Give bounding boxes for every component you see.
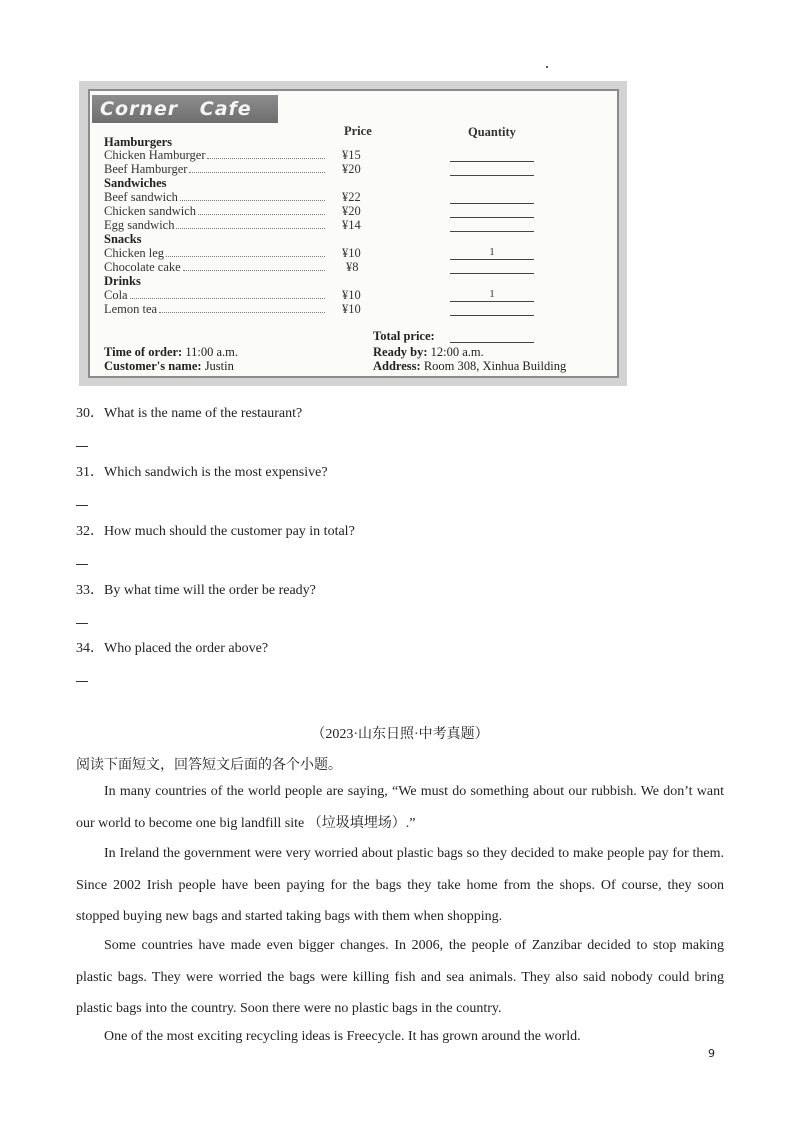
section-snacks: Snacks — [104, 232, 142, 246]
time-of-order: Time of order: 11:00 a.m. — [104, 345, 238, 359]
answer-blank[interactable] — [76, 564, 88, 565]
question-34: 34．Who placed the order above? — [76, 641, 269, 656]
item-price: ¥10 — [342, 288, 361, 302]
menu-item: Chicken sandwich — [104, 204, 328, 219]
paragraph: One of the most exciting recycling ideas is Freecycle. It has grown around the world. — [104, 1029, 581, 1044]
quantity-line — [450, 148, 534, 162]
question-33: 33．By what time will the order be ready? — [76, 583, 316, 598]
menu-item: Lemon tea — [104, 302, 328, 317]
quantity-line: 1 — [450, 246, 534, 260]
quantity-line — [450, 190, 534, 204]
quantity-line — [450, 204, 534, 218]
section-drinks: Drinks — [104, 274, 141, 288]
menu-item: Beef sandwich — [104, 190, 328, 205]
answer-blank[interactable] — [76, 623, 88, 624]
question-30: 30．What is the name of the restaurant? — [76, 406, 303, 421]
paragraph: In many countries of the world people are saying, “We must do something about our rubbish. We don’t want our world to become one big landfill site （垃圾填埋场）.” — [76, 784, 724, 831]
total-price-line — [450, 329, 534, 343]
quantity-line — [450, 260, 534, 274]
item-price: ¥10 — [342, 246, 361, 260]
paragraph: In Ireland the government were very worried about plastic bags so they decided to make people pay for them. Since 2002 Irish people have been paying for the bags they take home from the shops. Of course, they soon stopped buying new bags and started taking bags with them when shopping. — [76, 846, 724, 924]
quantity-header: Quantity — [468, 125, 516, 139]
address: Address: Room 308, Xinhua Building — [373, 359, 567, 373]
menu-image — [79, 81, 627, 386]
section-sandwiches: Sandwiches — [104, 176, 167, 190]
menu-item: Chicken Hamburger — [104, 148, 328, 163]
paragraph: Some countries have made even bigger changes. In 2006, the people of Zanzibar decided to stop making plastic bags. They were worried the bags were killing fish and sea animals. They also said nobody could bring plastic bags into the country. Soon there were no plastic bags in the country. — [76, 938, 724, 1016]
item-price: ¥22 — [342, 190, 361, 204]
answer-blank[interactable] — [76, 681, 88, 682]
answer-blank[interactable] — [76, 505, 88, 506]
ready-by: Ready by: 12:00 a.m. — [373, 345, 484, 359]
item-price: ¥20 — [342, 204, 361, 218]
item-price: ¥20 — [342, 162, 361, 176]
question-32: 32．How much should the customer pay in total? — [76, 524, 355, 539]
menu-item: Egg sandwich — [104, 218, 328, 233]
page-number: 9 — [708, 1047, 715, 1060]
section-hamburgers: Hamburgers — [104, 135, 173, 149]
item-price: ¥10 — [342, 302, 361, 316]
item-price: ¥14 — [342, 218, 361, 232]
source-line: （2023·山东日照·中考真题） — [311, 727, 489, 742]
answer-blank[interactable] — [76, 446, 88, 447]
menu-item: Beef Hamburger — [104, 162, 328, 177]
quantity-line — [450, 218, 534, 232]
customer-name: Customer's name: Justin — [104, 359, 234, 373]
instruction: 阅读下面短文，回答短文后面的各个小题。 — [76, 758, 342, 773]
menu-item: Chicken leg — [104, 246, 328, 261]
item-price: ¥15 — [342, 148, 361, 162]
total-price-label: Total price: — [373, 329, 435, 343]
menu-item: Cola — [104, 288, 328, 303]
scan-speck — [546, 66, 548, 68]
price-header: Price — [344, 124, 372, 138]
quantity-line — [450, 162, 534, 176]
cafe-name-banner: Corner Cafe — [92, 95, 278, 123]
question-31: 31．Which sandwich is the most expensive? — [76, 465, 328, 480]
quantity-line — [450, 302, 534, 316]
quantity-line: 1 — [450, 288, 534, 302]
menu-card — [88, 89, 619, 378]
item-price: ¥8 — [346, 260, 359, 274]
menu-item: Chocolate cake — [104, 260, 328, 275]
